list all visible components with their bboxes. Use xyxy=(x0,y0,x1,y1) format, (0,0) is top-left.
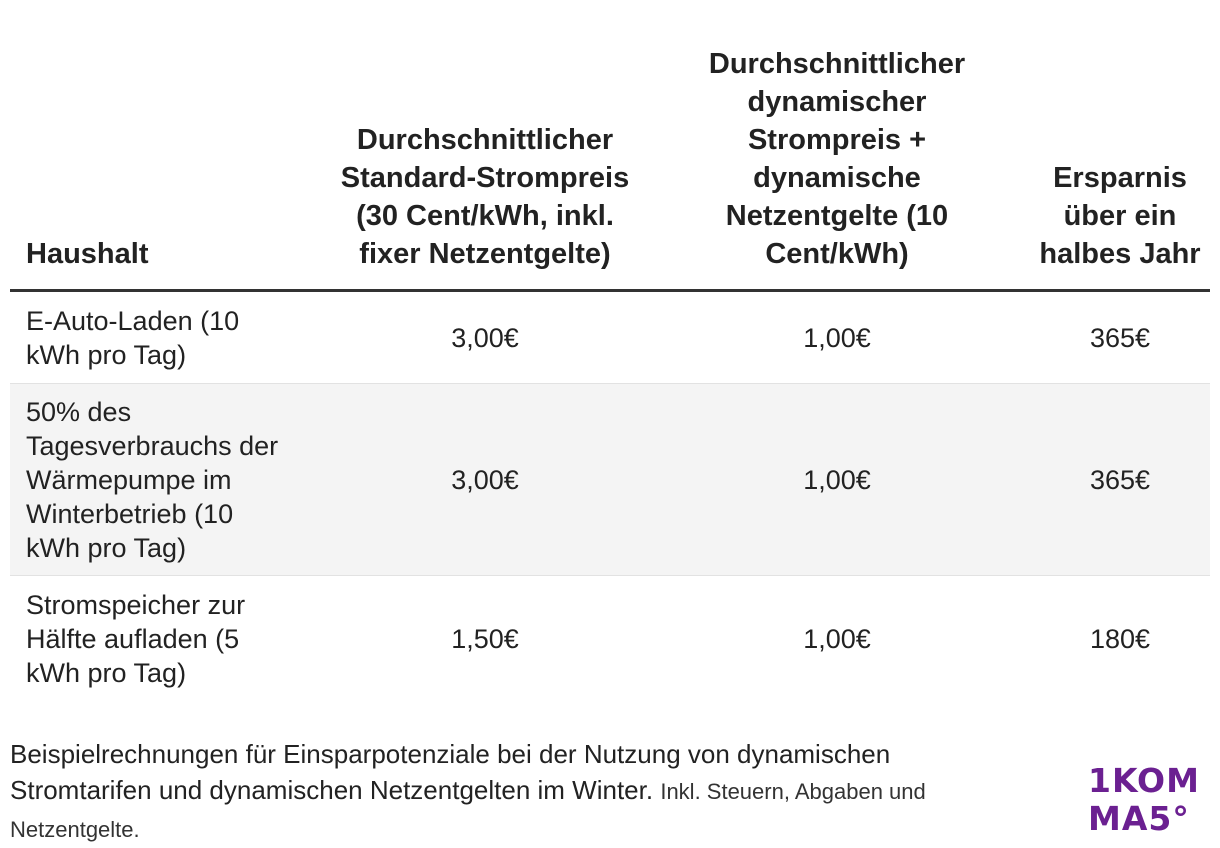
savings-cell: 365€ xyxy=(1089,464,1151,495)
table-caption xyxy=(10,736,1010,848)
household-cell: 50% des Tagesverbrauchs der Wärmepumpe im Winterbetrieb (10 kWh pro Tag) xyxy=(26,396,279,563)
price-comparison-table xyxy=(10,0,1210,701)
standard-price-cell: 1,50€ xyxy=(451,623,519,654)
household-cell: Stromspeicher zur Hälfte aufladen (5 kWh pro Tag) xyxy=(26,589,246,688)
header-dynamic-price: Durchschnittlicher dynamischer Strompreis + dynamische Netzentgelte (10 Cent/kWh) xyxy=(708,48,966,270)
table-header xyxy=(10,0,1210,292)
standard-price-cell: 3,00€ xyxy=(451,464,519,495)
header-savings: Ersparnis über ein halbes Jahr xyxy=(1039,162,1201,270)
logo-line-2: MA5° xyxy=(1088,799,1190,838)
brand-logo xyxy=(1088,762,1208,838)
dynamic-price-cell: 1,00€ xyxy=(803,464,871,495)
header-household: Haushalt xyxy=(26,238,149,270)
caption-note: Inkl. Steuern, Abgaben und Netzentgelte. xyxy=(10,779,926,842)
standard-price-cell: 3,00€ xyxy=(451,322,519,353)
household-cell: E-Auto-Laden (10 kWh pro Tag) xyxy=(26,305,240,370)
table-row xyxy=(10,292,1210,384)
savings-cell: 365€ xyxy=(1089,322,1151,353)
savings-cell: 180€ xyxy=(1089,623,1151,654)
dynamic-price-cell: 1,00€ xyxy=(803,623,871,654)
table-row xyxy=(10,384,1210,576)
table-row xyxy=(10,576,1210,701)
caption-main: Beispielrechnungen für Einsparpotenziale bei der Nutzung von dynamischen Stromtarifen und dynamischen Netzentgelten im Winter. xyxy=(10,739,891,805)
logo-line-1: 1KOM xyxy=(1088,761,1200,800)
header-standard-price: Durchschnittlicher Standard-Strompreis (30 Cent/kWh, inkl. fixer Netzentgelte) xyxy=(340,124,630,270)
dynamic-price-cell: 1,00€ xyxy=(803,322,871,353)
